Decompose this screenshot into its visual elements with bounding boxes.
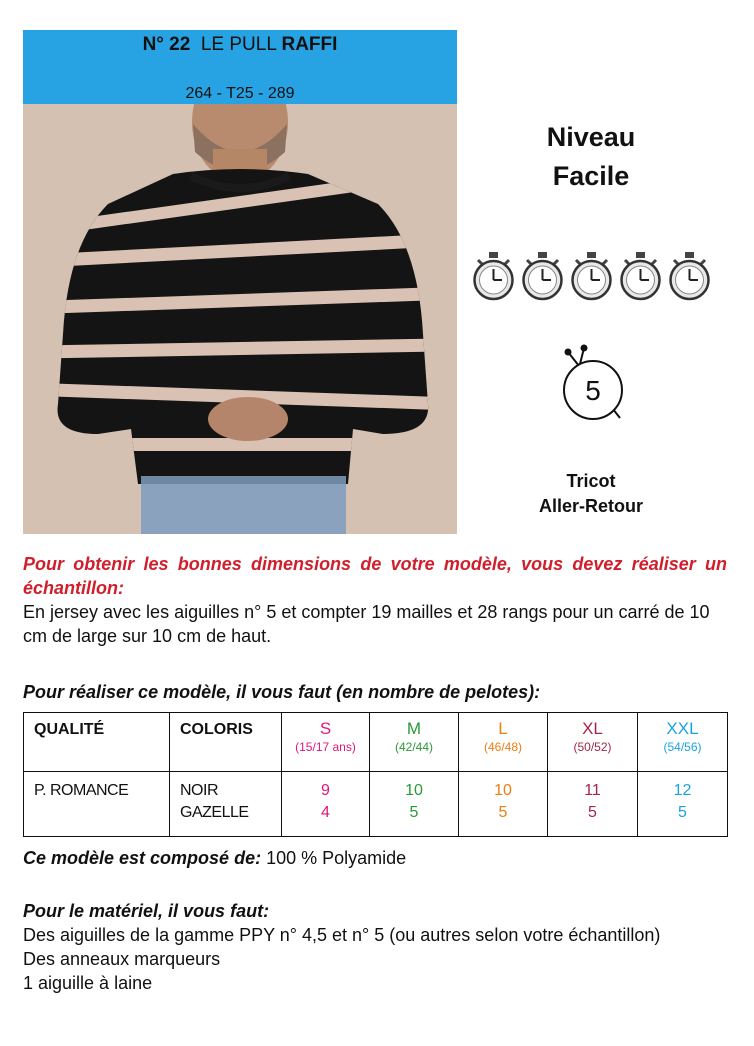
size-s-values: 9 4 [282, 772, 370, 837]
pattern-title [23, 34, 457, 56]
material-section [23, 899, 727, 995]
size-m-values: 10 5 [370, 772, 459, 837]
stopwatch-icon [471, 250, 516, 302]
knitting-needle-icon [556, 344, 630, 428]
pattern-references: 264 - T25 - 289 [185, 85, 295, 102]
stopwatch-icon [569, 250, 614, 302]
size-xxl-values: 12 5 [638, 772, 728, 837]
column-colors: COLORIS [170, 713, 282, 772]
material-heading: Pour le matériel, il vous faut: [23, 901, 270, 921]
difficulty-timers [470, 250, 712, 302]
gauge-heading: Pour obtenir les bonnes dimensions de votre modèle, vous devez réaliser un échantillon: [23, 554, 727, 598]
material-line1: Des aiguilles de la gamme PPY n° 4,5 et n° 5 (ou autres selon votre échantillon) [23, 925, 661, 945]
column-size-xl: XL (50/52) [548, 713, 638, 772]
yarn-table [23, 712, 728, 837]
material-line3: 1 aiguille à laine [23, 973, 153, 993]
column-size-m: M (42/44) [370, 713, 459, 772]
stopwatch-icon [520, 250, 565, 302]
level-label: Niveau [546, 122, 636, 152]
technique-line1: Tricot [566, 471, 616, 491]
size-xl-values: 11 5 [548, 772, 638, 837]
model-illustration [23, 104, 457, 534]
pattern-number: N° 22 [142, 34, 191, 55]
gauge-section [23, 552, 727, 648]
pattern-title-name: RAFFI [281, 34, 338, 55]
technique [470, 469, 712, 519]
composition-value: 100 % Polyamide [266, 848, 407, 868]
needle-size: 5 [585, 375, 601, 406]
column-quality: QUALITÉ [24, 713, 170, 772]
gauge-text: En jersey avec les aiguilles n° 5 et compter 19 mailles et 28 rangs pour un carré de 10 cm de large sur 10 cm de haut. [23, 602, 710, 646]
pattern-title-prefix: LE PULL [200, 34, 277, 55]
size-l-values: 10 5 [459, 772, 548, 837]
pattern-header [23, 30, 457, 104]
table-header-row [24, 713, 728, 772]
stopwatch-icon [618, 250, 663, 302]
column-size-xxl: XXL (54/56) [638, 713, 728, 772]
column-size-l: L (46/48) [459, 713, 548, 772]
composition-label: Ce modèle est composé de: [23, 848, 262, 868]
technique-line2: Aller-Retour [538, 496, 643, 516]
column-size-s: S (15/17 ans) [282, 713, 370, 772]
yarn-heading-wrap [23, 680, 727, 704]
color-names: NOIR GAZELLE [170, 772, 282, 837]
table-row [24, 772, 728, 837]
level-value: Facile [552, 161, 630, 191]
stopwatch-icon [667, 250, 712, 302]
quality-name: P. ROMANCE [24, 772, 170, 837]
model-photo [23, 104, 457, 534]
yarn-heading: Pour réaliser ce modèle, il vous faut (en nombre de pelotes): [23, 682, 541, 702]
material-line2: Des anneaux marqueurs [23, 949, 221, 969]
difficulty-level [470, 118, 712, 196]
composition [23, 846, 727, 870]
